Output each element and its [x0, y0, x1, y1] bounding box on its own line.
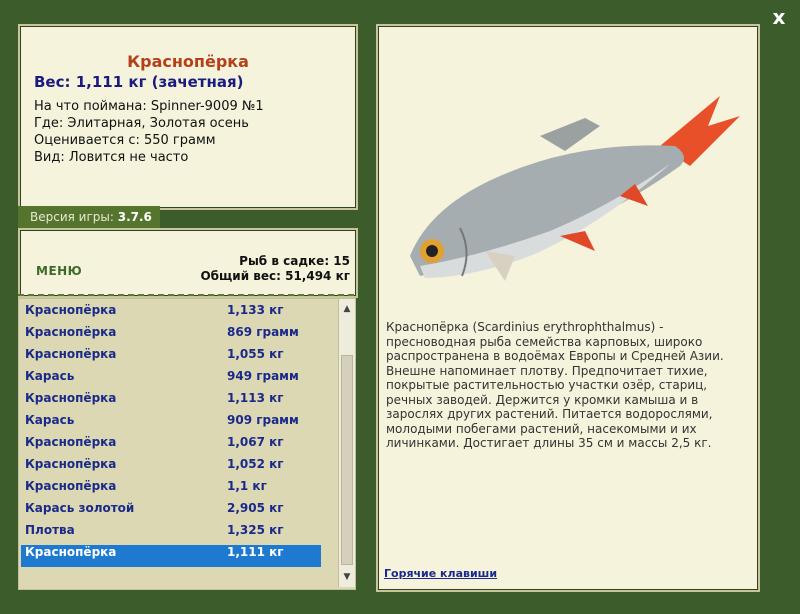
menu-button[interactable]: МЕНЮ	[36, 264, 83, 278]
item-name: Краснопёрка	[25, 347, 117, 361]
item-name: Краснопёрка	[25, 391, 117, 405]
list-item[interactable]	[21, 303, 321, 325]
hotkeys-link[interactable]: Горячие клавиши	[384, 567, 498, 580]
fish-description: Краснопёрка (Scardinius erythrophthalmus) - пресноводная рыба семейства карповых, широко распространена в водоёмах Европы и Средней Азии. Внешне напоминает плотву. Предпочитает тихие, покрытые растительностью участки озёр, стариц, речных заводей. Держится у кромки камыша и в зарослях других растений. Питается водорослями, молодыми побегами растений, насекомыми и их личинками. Достигает длины 35 см и массы 2,5 кг.	[386, 320, 724, 450]
item-weight: 1,067 кг	[227, 435, 284, 449]
version-value: 3.7.6	[117, 210, 152, 224]
fish-image	[390, 56, 750, 296]
list-item[interactable]	[21, 501, 321, 523]
item-name: Краснопёрка	[25, 325, 117, 339]
list-item[interactable]	[21, 413, 321, 435]
item-name: Карась золотой	[25, 501, 135, 515]
keepnet-panel	[18, 228, 358, 298]
version-bar	[18, 206, 160, 228]
close-button[interactable]: x	[772, 5, 786, 29]
item-name: Краснопёрка	[25, 545, 117, 559]
item-weight: 2,905 кг	[227, 501, 284, 515]
item-weight: 949 грамм	[227, 369, 299, 383]
list-item[interactable]	[21, 347, 321, 369]
item-weight: 1,055 кг	[227, 347, 284, 361]
item-name: Краснопёрка	[25, 457, 117, 471]
scroll-up-icon[interactable]: ▲	[343, 304, 351, 314]
item-weight: 1,133 кг	[227, 303, 284, 317]
fish-details-panel	[18, 24, 358, 210]
list-item-selected[interactable]	[21, 545, 321, 567]
location-line: Где: Элитарная, Золотая осень	[34, 116, 249, 131]
fish-title: Краснопёрка	[127, 52, 249, 71]
list-item[interactable]	[21, 523, 321, 545]
bait-line: На что поймана: Spinner-9009 №1	[34, 99, 264, 114]
keepnet-stats	[200, 254, 350, 284]
keepnet-total-weight: Общий вес: 51,494 кг	[200, 269, 350, 283]
item-weight: 1,113 кг	[227, 391, 284, 405]
item-weight: 1,052 кг	[227, 457, 284, 471]
item-weight: 869 грамм	[227, 325, 299, 339]
list-item[interactable]	[21, 369, 321, 391]
item-name: Краснопёрка	[25, 435, 117, 449]
divider	[18, 294, 354, 296]
list-item[interactable]	[21, 479, 321, 501]
item-name: Краснопёрка	[25, 303, 117, 317]
item-name: Плотва	[25, 523, 75, 537]
scrollbar[interactable]	[338, 299, 355, 587]
keepnet-count: Рыб в садке: 15	[239, 254, 350, 268]
fish-image-panel	[376, 24, 760, 592]
scroll-down-icon[interactable]: ▼	[343, 572, 351, 582]
list-item[interactable]	[21, 325, 321, 347]
catch-list[interactable]	[18, 298, 356, 590]
scroll-thumb[interactable]	[341, 355, 353, 565]
list-item[interactable]	[21, 457, 321, 479]
list-item[interactable]	[21, 435, 321, 457]
item-name: Карась	[25, 369, 75, 383]
item-weight: 909 грамм	[227, 413, 299, 427]
value-line: Оценивается с: 550 грамм	[34, 133, 216, 148]
item-name: Карась	[25, 413, 75, 427]
list-item[interactable]	[21, 391, 321, 413]
version-label: Версия игры:	[30, 210, 114, 224]
item-weight: 1,1 кг	[227, 479, 267, 493]
item-name: Краснопёрка	[25, 479, 117, 493]
fish-info	[34, 98, 264, 166]
fish-weight: Вес: 1,111 кг (зачетная)	[34, 73, 244, 91]
item-weight: 1,325 кг	[227, 523, 284, 537]
item-weight: 1,111 кг	[227, 545, 284, 559]
rarity-line: Вид: Ловится не часто	[34, 150, 189, 165]
